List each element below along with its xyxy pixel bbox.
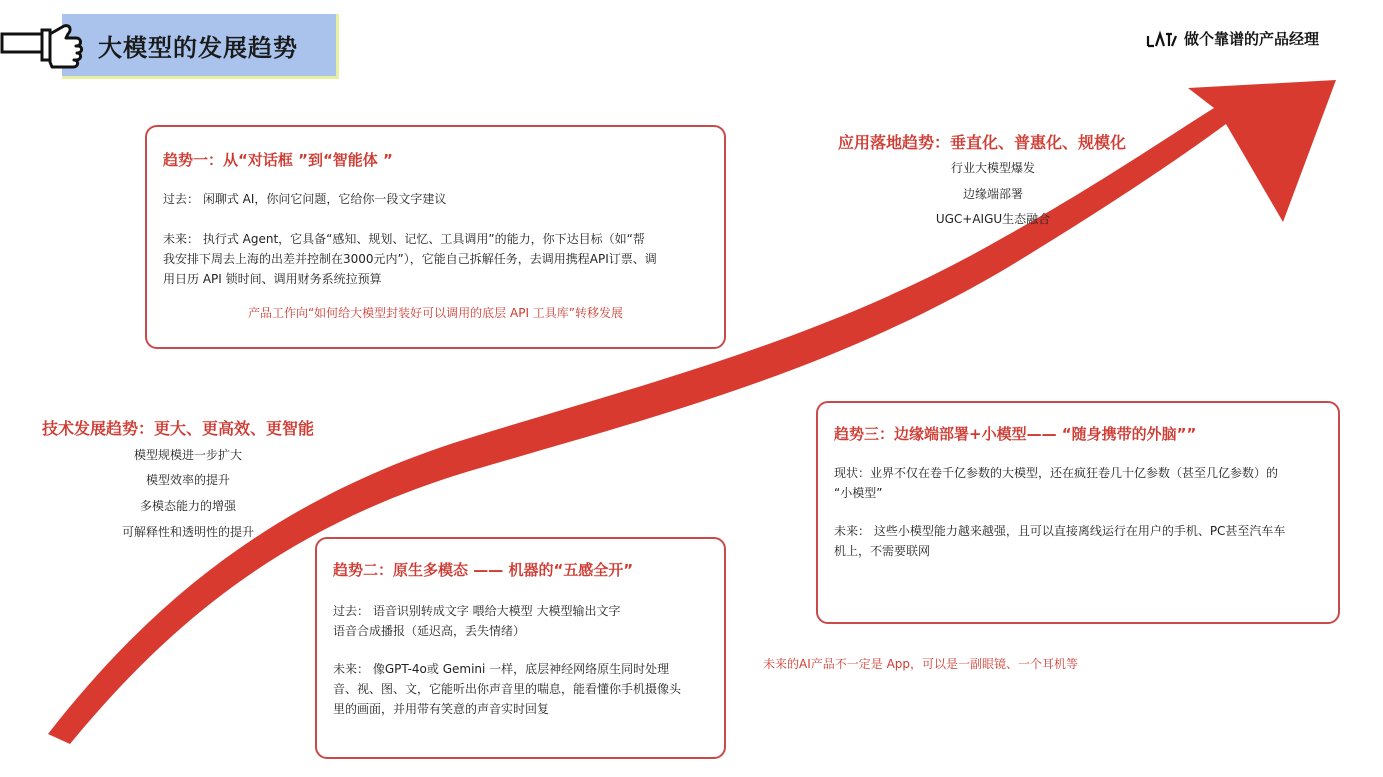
- future-product-note: 未来的AI产品不一定是 App，可以是一副眼镜、一个耳机等: [763, 657, 1079, 671]
- trend-card-future-line: 未来： 执行式 Agent，它具备“感知、规划、记忆、工具调用”的能力，你下达目标（如“帮: [163, 232, 645, 246]
- trend-card-1: [145, 125, 726, 349]
- tech-trend-item: 模型规模进一步扩大: [133, 448, 242, 462]
- trend-card-future-line: 未来： 像GPT-4o或 Gemini 一样，底层神经网络原生同时处理: [333, 662, 670, 676]
- trend-card-2: [315, 537, 726, 759]
- trend-card-future-line: 机上，不需要联网: [834, 544, 931, 558]
- application-trend-item: 边缘端部署: [962, 187, 1023, 201]
- tech-trend-title: 技术发展趋势：更大、更高效、更智能: [42, 419, 315, 438]
- trend-card-title: 趋势一：从“对话框 ”到“智能体 ”: [163, 151, 393, 169]
- tech-trend-item: 模型效率的提升: [145, 473, 230, 487]
- brand-logo-icon: [1146, 30, 1178, 48]
- brand: [1146, 28, 1319, 49]
- trend-card-title: 趋势三：边缘端部署+小模型—— “随身携带的外脑””: [834, 425, 1197, 443]
- trend-card-future-line: 用日历 API 锁时间、调用财务系统拉预算: [163, 272, 382, 286]
- application-trend-item: UGC+AIGU生态融合: [935, 212, 1051, 226]
- trend-card-past: 过去： 语音识别转成文字 喂给大模型 大模型输出文字: [333, 604, 621, 618]
- trend-card-note: 产品工作向“如何给大模型封装好可以调用的底层 API 工具库”转移发展: [247, 306, 624, 320]
- trend-card-current: “小模型”: [834, 486, 883, 500]
- trend-card-3: [816, 401, 1340, 624]
- trend-card-future-line: 未来： 这些小模型能力越来越强，且可以直接离线运行在用户的手机、PC甚至汽车车: [834, 524, 1286, 538]
- trend-card-past: 过去： 闲聊式 AI，你问它问题，它给你一段文字建议: [163, 192, 447, 206]
- brand-name: 做个靠谱的产品经理: [1184, 30, 1320, 48]
- tech-trend-item: 多模态能力的增强: [139, 499, 236, 513]
- trend-card-future-line: 里的画面，并用带有笑意的声音实时回复: [333, 702, 550, 716]
- trend-card-title: 趋势二：原生多模态 —— 机器的“五感全开”: [333, 561, 634, 579]
- page-title: 大模型的发展趋势: [98, 34, 298, 62]
- trend-card-future-line: 我安排下周去上海的出差并控制在3000元内”），它能自己拆解任务，去调用携程API订票、调: [163, 252, 657, 266]
- trend-card-current: 现状：业界不仅在卷千亿参数的大模型，还在疯狂卷几十亿参数（甚至几亿参数）的: [834, 466, 1279, 480]
- application-trend-title: 应用落地趋势：垂直化、普惠化、规模化: [838, 133, 1127, 152]
- trend-card-past: 语音合成播报（延迟高，丢失情绪）: [333, 624, 526, 638]
- pointing-hand-icon: [0, 22, 84, 72]
- trend-card-future-line: 音、视、图、文，它能听出你声音里的喘息，能看懂你手机摄像头: [333, 682, 682, 696]
- tech-trend-item: 可解释性和透明性的提升: [121, 525, 254, 539]
- application-trend-item: 行业大模型爆发: [950, 161, 1035, 175]
